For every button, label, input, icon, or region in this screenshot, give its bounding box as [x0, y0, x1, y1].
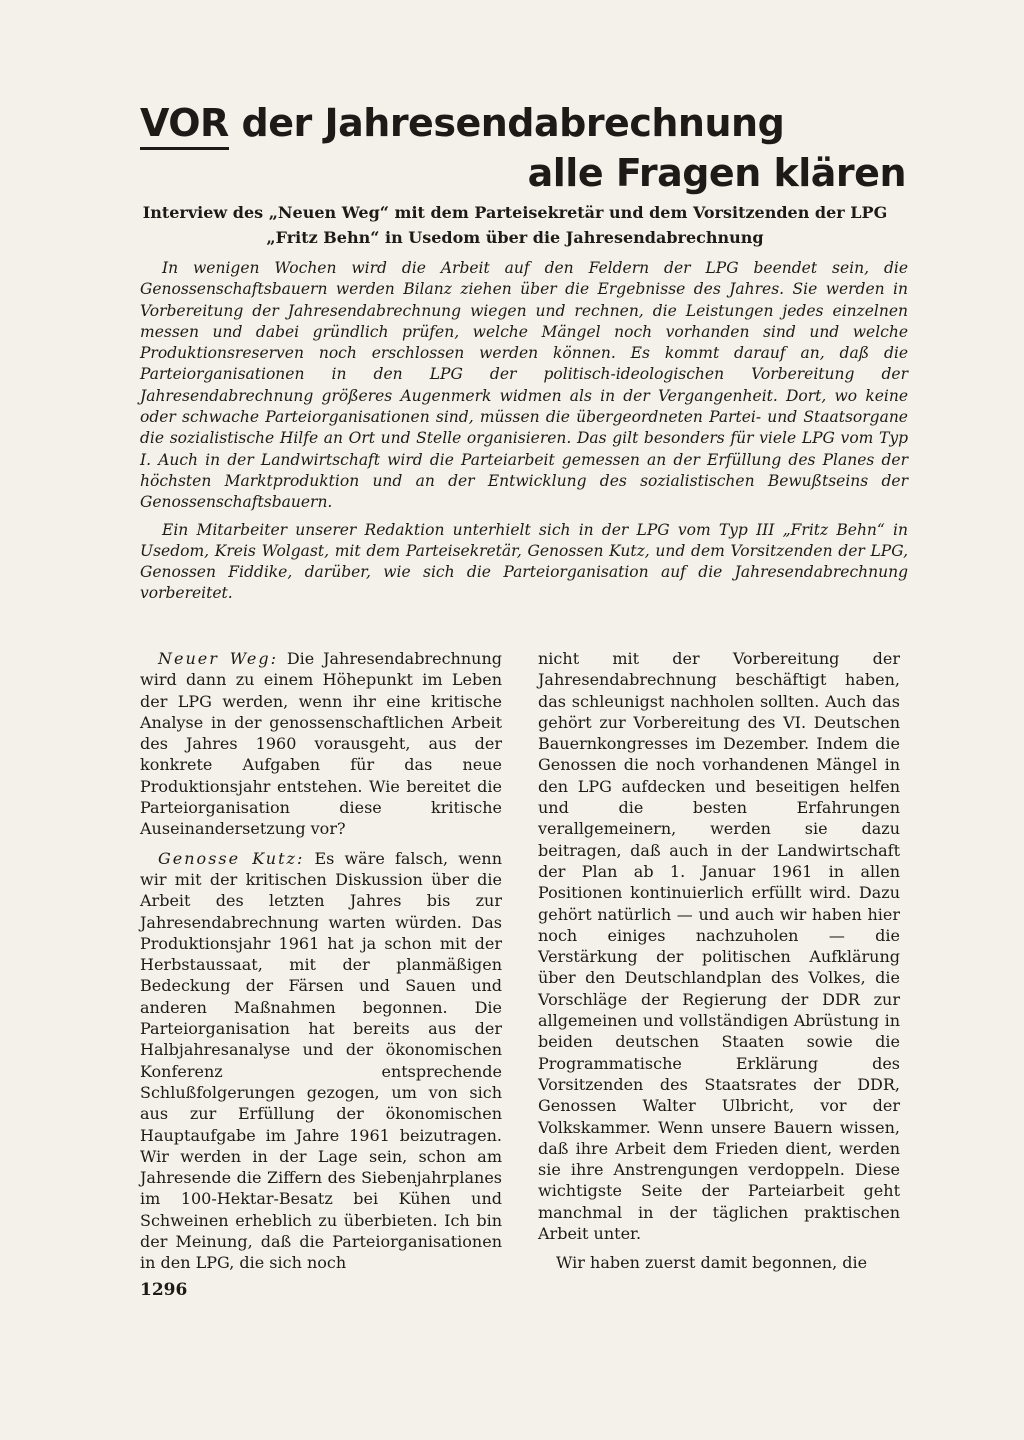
text-column-right [538, 648, 900, 1274]
paragraph-text: Es wäre falsch, wenn wir mit der kritischen Diskussion über die Arbeit des letzten Jahres bis zur Jahresendabrechnung warten würden. Das Produktionsjahr 1961 hat ja schon mit der Herbstaussaat, mit der planmäßigen Bedeckung der Färsen und Sauen und anderen Maßnahmen begonnen. Die Parteiorganisation hat bereits aus der Halbjahresanalyse und der ökonomischen Konferenz entsprechende Schlußfolgerungen gezogen, um von sich aus zur Erfüllung der ökonomischen Hauptaufgabe im Jahre 1961 beizutragen. Wir werden in der Lage sein, schon am Jahresende die Ziffern des Siebenjahrplanes im 100-Hektar-Besatz bei Kühen und Schweinen erheblich zu überbieten. Ich bin der Meinung, daß die Parteiorganisationen in den LPG, die sich noch [140, 848, 502, 1273]
title-first-word: VOR [140, 101, 229, 150]
interview-paragraph: nicht mit der Vorbereitung der Jahresendabrechnung beschäftigt haben, das schleunigst nachholen sollten. Auch das gehört zur Vorbereitung des VI. Deutschen Bauernkongresses im Dezember. Indem die Genossen die noch vorhandenen Mängel in den LPG aufdecken und beseitigen helfen und die besten Erfahrungen verallgemeinern, werden sie dazu beitragen, daß auch in der Landwirtschaft der Plan ab 1. Januar 1961 in allen Positionen kontinuierlich erfüllt wird. Dazu gehört natürlich — und auch wir haben hier noch einiges nachzuholen — die Verstärkung der politischen Aufklärung über den Deutschlandplan des Volkes, die Vorschläge der Regierung der DDR zur allgemeinen und vollständigen Abrüstung in beiden deutschen Staaten sowie die Programmatische Erklärung des Vorsitzenden des Staatsrates der DDR, Genossen Walter Ulbricht, vor der Volkskammer. Wenn unsere Bauern wissen, daß ihre Arbeit dem Frieden dient, werden sie ihre Anstrengungen verdoppeln. Diese wichtigste Seite der Parteiarbeit geht manchmal in der täglichen praktischen Arbeit unter. [538, 649, 900, 1244]
interview-paragraph: Wir haben zuerst damit begonnen, die [556, 1253, 868, 1273]
subtitle-line-1: Interview des „Neuen Weg“ mit dem Parteisekretär und dem Vorsitzenden der LPG [142, 203, 888, 222]
subtitle-line-2: „Fritz Behn“ in Usedom über die Jahresendabrechnung [266, 228, 764, 247]
title-line-1 [140, 98, 910, 148]
title-line-1-rest: der Jahresendabrechnung [228, 101, 785, 145]
lead-paragraph: Ein Mitarbeiter unserer Redaktion unterhielt sich in der LPG vom Typ III „Fritz Behn“ in Usedom, Kreis Wolgast, mit dem Parteisekretär, Genossen Kutz, und dem Vorsitzenden der LPG, Genossen Fiddike, darüber, wie sich die Parteiorganisation auf die Jahresendabrechnung vorbereitet. [140, 520, 908, 603]
page-number: 1296 [140, 1280, 188, 1300]
title-line-2: alle Fragen klären [527, 151, 906, 195]
lead-paragraphs [140, 258, 908, 605]
paragraph-text: Die Jahresendabrechnung wird dann zu einem Höhepunkt im Leben der LPG werden, wenn ihr eine kritische Analyse in der genossenschaftlichen Arbeit des Jahres 1960 vorausgeht, aus der konkrete Aufgaben für das neue Produktionsjahr entstehen. Wie bereitet die Parteiorganisation diese kritische Auseinandersetzung vor? [140, 649, 503, 839]
text-column-left [140, 648, 502, 1274]
lead-paragraph: In wenigen Wochen wird die Arbeit auf den Feldern der LPG beendet sein, die Genossenschaftsbauern werden Bilanz ziehen über die Ergebnisse des Jahres. Sie werden in Vorbereitung der Jahresendabrechnung wiegen und rechnen, die Leistungen jedes einzelnen messen und dabei gründlich prüfen, welche Mängel noch vorhanden sind und welche Produktionsreserven noch erschlossen werden können. Es kommt darauf an, daß die Parteiorganisationen in den LPG der politisch-ideologischen Vorbereitung der Jahresendabrechnung größeres Augenmerk widmen als in der Vergangenheit. Dort, wo keine oder schwache Parteiorganisationen sind, müssen die übergeordneten Partei- und Staatsorgane die sozialistische Hilfe an Ort und Stelle organisieren. Das gilt besonders für viele LPG vom Typ I. Auch in der Landwirtschaft wird die Parteiarbeit gemessen an der Erfüllung des Planes der höchsten Marktproduktion und an der Entwicklung des sozialistischen Bewußtseins der Genossenschaftsbauern. [140, 259, 908, 512]
article-title [140, 98, 910, 198]
article-subtitle [120, 200, 910, 250]
interview-paragraph [140, 848, 502, 1274]
speaker-label: Genosse Kutz: [158, 848, 305, 868]
interview-paragraph [140, 648, 502, 840]
speaker-label: Neuer Weg: [158, 649, 278, 668]
